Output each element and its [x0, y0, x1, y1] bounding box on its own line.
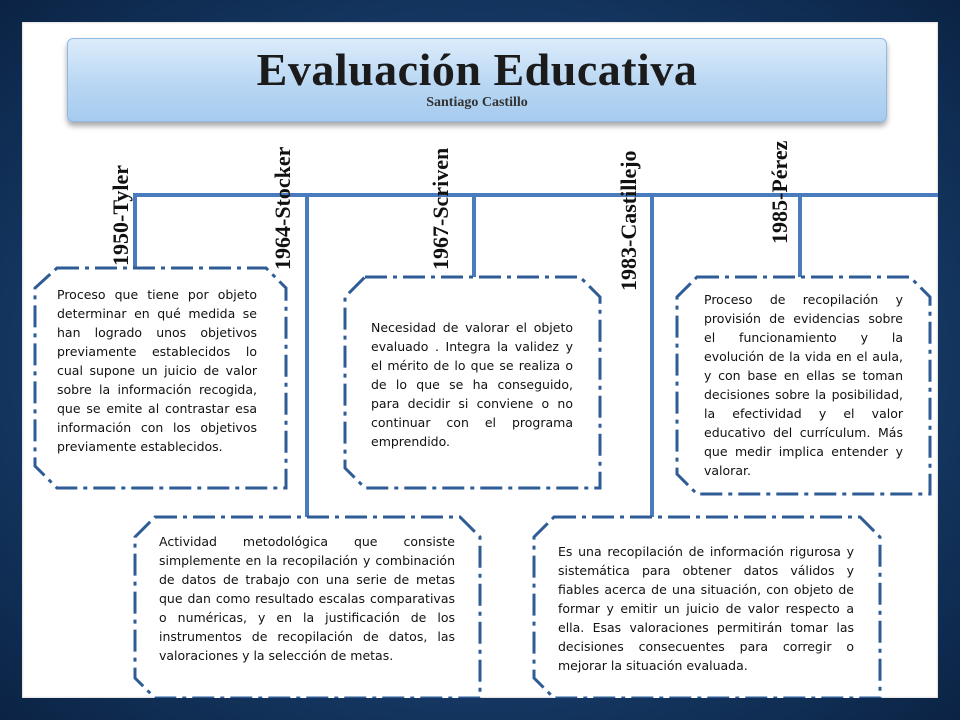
note-tyler — [57, 285, 257, 456]
year-label-perez: 1985-Pérez — [767, 140, 792, 244]
slide-canvas — [22, 22, 938, 698]
year-label-scriven: 1967-Scriven — [428, 147, 453, 270]
note-stocker — [159, 532, 455, 665]
year-label-tyler: 1950-Tyler — [108, 164, 133, 266]
note-text-castillejo: Es una recopilación de información rigurosa y sistemática para obtener datos válidos y fiables acerca de una situación, con objeto de formar y emitir un juicio de valor respecto a ella. Esas valoraciones permitirán tomar las decisiones consecuentes para corregir o mejorar la situación evaluada. — [558, 544, 854, 673]
note-text-perez: Proceso de recopilación y provisión de evidencias sobre el funcionamiento y la evolución de la vida en el aula, y con base en ellas se toman decisiones sobre la posibilidad, la efectividad y el valor educativo del currículum. Más que medir implica entender y valorar. — [704, 292, 903, 478]
year-label-castillejo: 1983-Castillejo — [616, 150, 641, 291]
note-text-tyler: Proceso que tiene por objeto determinar en qué medida se han logrado unos objetivos previamente establecidos lo cual supone un juicio de valor sobre la información recogida, que se emite al contrastar esa información con los objetivos previamente establecidos. — [57, 287, 257, 454]
note-perez — [704, 290, 903, 480]
note-text-scriven: Necesidad de valorar el objeto evaluado . Integra la validez y el mérito de lo que se realiza o de lo que se ha conseguido, para decidir si conviene o no continuar con el programa emprendido. — [371, 320, 573, 449]
note-text-stocker: Actividad metodológica que consiste simplemente en la recopilación y combinación de datos de trabajo con una serie de metas que dan como resultado escalas comparativas o numéricas, y en la justificación de los instrumentos de recopilación de datos, las valoraciones y la selección de metas. — [159, 534, 455, 663]
note-castillejo — [558, 542, 854, 675]
note-scriven — [371, 318, 573, 451]
year-label-stocker: 1964-Stocker — [270, 146, 295, 270]
author-subtitle: Santiago Castillo — [426, 95, 528, 110]
page-title: Evaluación Educativa — [256, 44, 698, 95]
